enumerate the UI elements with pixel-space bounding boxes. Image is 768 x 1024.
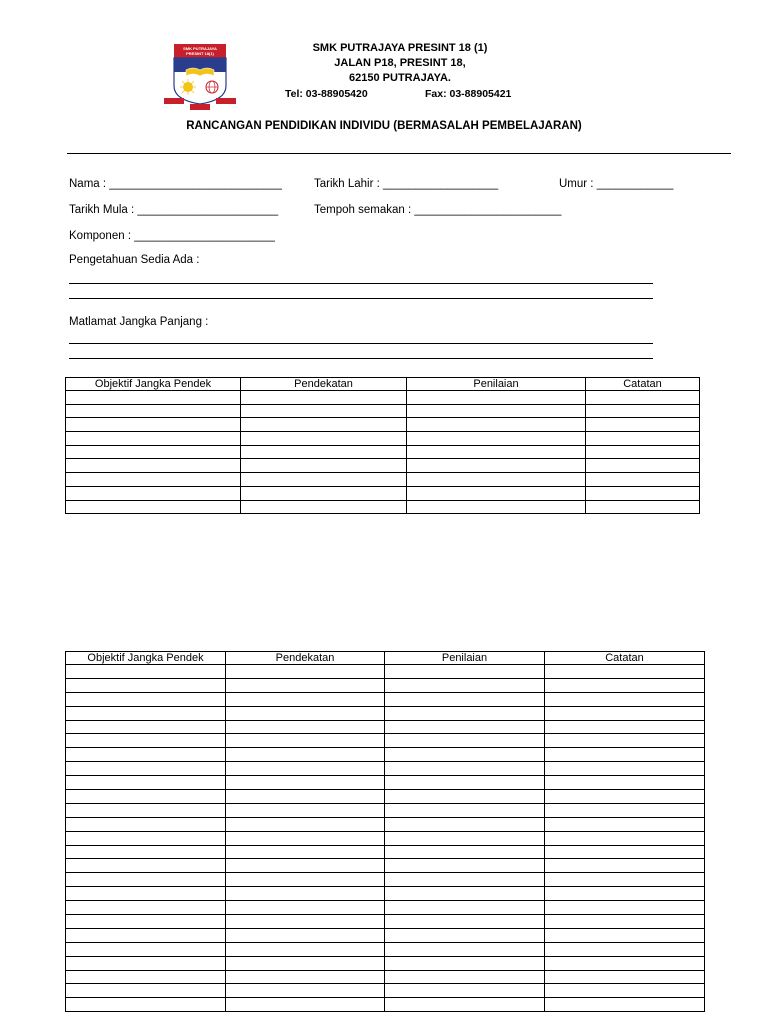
table-cell[interactable] bbox=[66, 678, 226, 692]
matlamat-line-2[interactable] bbox=[69, 358, 653, 359]
table-cell[interactable] bbox=[385, 720, 545, 734]
header-penilaian: Penilaian bbox=[407, 378, 586, 391]
table-row bbox=[66, 817, 705, 831]
table-cell[interactable] bbox=[385, 901, 545, 915]
table-row bbox=[66, 845, 705, 859]
table-cell[interactable] bbox=[385, 942, 545, 956]
header-objektif: Objektif Jangka Pendek bbox=[66, 652, 226, 665]
table-cell[interactable] bbox=[586, 459, 700, 473]
table-cell[interactable] bbox=[66, 418, 241, 432]
table-cell[interactable] bbox=[226, 928, 385, 942]
tempoh-semakan-field[interactable]: Tempoh semakan : _______________________ bbox=[314, 204, 562, 216]
header-catatan: Catatan bbox=[586, 378, 700, 391]
header-objektif: Objektif Jangka Pendek bbox=[66, 378, 241, 391]
table-cell[interactable] bbox=[66, 404, 241, 418]
table-row bbox=[66, 762, 705, 776]
table-cell[interactable] bbox=[226, 887, 385, 901]
table-cell[interactable] bbox=[545, 665, 705, 679]
table-cell[interactable] bbox=[545, 942, 705, 956]
table-cell[interactable] bbox=[545, 692, 705, 706]
table-cell[interactable] bbox=[545, 831, 705, 845]
header-divider bbox=[67, 153, 731, 154]
nama-field[interactable]: Nama : ___________________________ bbox=[69, 178, 282, 190]
table-cell[interactable] bbox=[226, 970, 385, 984]
table-cell[interactable] bbox=[385, 970, 545, 984]
table-cell[interactable] bbox=[385, 706, 545, 720]
table-cell[interactable] bbox=[545, 720, 705, 734]
table-cell[interactable] bbox=[226, 678, 385, 692]
school-fax: Fax: 03-88905421 bbox=[425, 88, 512, 100]
table-cell[interactable] bbox=[545, 928, 705, 942]
table-cell[interactable] bbox=[226, 762, 385, 776]
table-row bbox=[66, 692, 705, 706]
table-cell[interactable] bbox=[66, 817, 226, 831]
table-cell[interactable] bbox=[385, 692, 545, 706]
table-cell[interactable] bbox=[545, 901, 705, 915]
table-cell[interactable] bbox=[407, 418, 586, 432]
pengetahuan-line-2[interactable] bbox=[69, 298, 653, 299]
table-cell[interactable] bbox=[66, 942, 226, 956]
table-cell[interactable] bbox=[226, 831, 385, 845]
table-row bbox=[66, 720, 705, 734]
table-cell[interactable] bbox=[66, 776, 226, 790]
svg-text:PRESINT 18(1): PRESINT 18(1) bbox=[186, 51, 214, 56]
table-cell[interactable] bbox=[226, 998, 385, 1012]
table-cell[interactable] bbox=[241, 486, 407, 500]
table-cell[interactable] bbox=[545, 776, 705, 790]
table-cell[interactable] bbox=[407, 459, 586, 473]
table-row bbox=[66, 776, 705, 790]
table-cell[interactable] bbox=[545, 998, 705, 1012]
table-row bbox=[66, 970, 705, 984]
table-cell[interactable] bbox=[586, 445, 700, 459]
table-cell[interactable] bbox=[545, 803, 705, 817]
table-cell[interactable] bbox=[226, 803, 385, 817]
table-row bbox=[66, 901, 705, 915]
table-cell[interactable] bbox=[66, 734, 226, 748]
table-cell[interactable] bbox=[385, 678, 545, 692]
table-cell[interactable] bbox=[66, 998, 226, 1012]
table-cell[interactable] bbox=[241, 473, 407, 487]
table-cell[interactable] bbox=[226, 790, 385, 804]
table-row bbox=[66, 790, 705, 804]
table-cell[interactable] bbox=[586, 404, 700, 418]
table-cell[interactable] bbox=[545, 845, 705, 859]
table-cell[interactable] bbox=[66, 928, 226, 942]
school-name: SMK PUTRAJAYA PRESINT 18 (1) bbox=[312, 42, 488, 54]
table-cell[interactable] bbox=[586, 418, 700, 432]
matlamat-jangka-panjang-label: Matlamat Jangka Panjang : bbox=[69, 316, 209, 328]
table-cell[interactable] bbox=[226, 873, 385, 887]
table-cell[interactable] bbox=[66, 720, 226, 734]
table-row bbox=[66, 915, 705, 929]
table-cell[interactable] bbox=[407, 391, 586, 405]
header-pendekatan: Pendekatan bbox=[226, 652, 385, 665]
crest-text: SMK PUTRAJAYA bbox=[183, 46, 217, 51]
table-cell[interactable] bbox=[226, 665, 385, 679]
table-cell[interactable] bbox=[385, 984, 545, 998]
table-cell[interactable] bbox=[385, 887, 545, 901]
table-row bbox=[66, 748, 705, 762]
table-cell[interactable] bbox=[66, 984, 226, 998]
school-tel: Tel: 03-88905420 bbox=[285, 88, 368, 100]
table-row bbox=[66, 473, 700, 487]
table-cell[interactable] bbox=[66, 859, 226, 873]
table-cell[interactable] bbox=[66, 432, 241, 446]
table-cell[interactable] bbox=[226, 915, 385, 929]
table-cell[interactable] bbox=[66, 762, 226, 776]
table-cell[interactable] bbox=[385, 956, 545, 970]
table-cell[interactable] bbox=[66, 706, 226, 720]
table-cell[interactable] bbox=[545, 887, 705, 901]
table-cell[interactable] bbox=[226, 720, 385, 734]
table-cell[interactable] bbox=[545, 915, 705, 929]
table-cell[interactable] bbox=[407, 445, 586, 459]
table-row bbox=[66, 391, 700, 405]
table-cell[interactable] bbox=[385, 859, 545, 873]
table-cell[interactable] bbox=[586, 500, 700, 514]
school-crest bbox=[162, 42, 238, 112]
table-row bbox=[66, 859, 705, 873]
table-cell[interactable] bbox=[66, 486, 241, 500]
tarikh-mula-field[interactable]: Tarikh Mula : ______________________ bbox=[69, 204, 279, 216]
table-cell[interactable] bbox=[66, 790, 226, 804]
table-row bbox=[66, 418, 700, 432]
table-row bbox=[66, 873, 705, 887]
table-cell[interactable] bbox=[66, 748, 226, 762]
table-cell[interactable] bbox=[226, 845, 385, 859]
table-cell[interactable] bbox=[66, 665, 226, 679]
table-cell[interactable] bbox=[226, 748, 385, 762]
table-row bbox=[66, 984, 705, 998]
table-row bbox=[66, 459, 700, 473]
table-cell[interactable] bbox=[385, 817, 545, 831]
table-cell[interactable] bbox=[545, 859, 705, 873]
table-cell[interactable] bbox=[545, 748, 705, 762]
table-row bbox=[66, 734, 705, 748]
table-cell[interactable] bbox=[226, 859, 385, 873]
table-cell[interactable] bbox=[407, 432, 586, 446]
table-row bbox=[66, 831, 705, 845]
table-cell[interactable] bbox=[66, 970, 226, 984]
tarikh-lahir-field[interactable]: Tarikh Lahir : __________________ bbox=[314, 178, 499, 190]
table-cell[interactable] bbox=[66, 500, 241, 514]
pengetahuan-sedia-ada-label: Pengetahuan Sedia Ada : bbox=[69, 254, 200, 266]
table-cell[interactable] bbox=[385, 915, 545, 929]
komponen-field[interactable]: Komponen : ______________________ bbox=[69, 230, 275, 242]
table-cell[interactable] bbox=[385, 845, 545, 859]
table-cell[interactable] bbox=[66, 845, 226, 859]
objective-table-2 bbox=[65, 651, 705, 1012]
table-cell[interactable] bbox=[385, 734, 545, 748]
header-catatan: Catatan bbox=[545, 652, 705, 665]
table-cell[interactable] bbox=[586, 391, 700, 405]
table-row bbox=[66, 404, 700, 418]
form-title: RANCANGAN PENDIDIKAN INDIVIDU (BERMASALAH PEMBELAJARAN) bbox=[186, 120, 582, 132]
table-cell[interactable] bbox=[66, 459, 241, 473]
table-cell[interactable] bbox=[66, 873, 226, 887]
table-cell[interactable] bbox=[226, 817, 385, 831]
table-row bbox=[66, 706, 705, 720]
table-cell[interactable] bbox=[241, 500, 407, 514]
header-pendekatan: Pendekatan bbox=[241, 378, 407, 391]
table-cell[interactable] bbox=[545, 734, 705, 748]
table-cell[interactable] bbox=[226, 956, 385, 970]
table-cell[interactable] bbox=[66, 956, 226, 970]
table-row bbox=[66, 998, 705, 1012]
table-cell[interactable] bbox=[407, 473, 586, 487]
table-cell[interactable] bbox=[385, 998, 545, 1012]
table-row bbox=[66, 445, 700, 459]
table-cell[interactable] bbox=[385, 790, 545, 804]
table-row bbox=[66, 432, 700, 446]
table-cell[interactable] bbox=[66, 391, 241, 405]
table-cell[interactable] bbox=[226, 776, 385, 790]
table-cell[interactable] bbox=[66, 887, 226, 901]
table-cell[interactable] bbox=[385, 762, 545, 776]
table-cell[interactable] bbox=[545, 970, 705, 984]
table-row bbox=[66, 803, 705, 817]
school-address-line1: JALAN P18, PRESINT 18, bbox=[334, 57, 466, 69]
table-cell[interactable] bbox=[407, 500, 586, 514]
school-address-line2: 62150 PUTRAJAYA. bbox=[349, 72, 451, 84]
table-cell[interactable] bbox=[66, 803, 226, 817]
table-cell[interactable] bbox=[241, 445, 407, 459]
table-cell[interactable] bbox=[226, 692, 385, 706]
table-cell[interactable] bbox=[586, 486, 700, 500]
table-row bbox=[66, 500, 700, 514]
table-cell[interactable] bbox=[545, 790, 705, 804]
table-cell[interactable] bbox=[545, 678, 705, 692]
table-cell[interactable] bbox=[545, 706, 705, 720]
table-cell[interactable] bbox=[545, 873, 705, 887]
table-cell[interactable] bbox=[66, 831, 226, 845]
table-cell[interactable] bbox=[586, 432, 700, 446]
table-row bbox=[66, 665, 705, 679]
table-cell[interactable] bbox=[385, 831, 545, 845]
table-cell[interactable] bbox=[66, 445, 241, 459]
table-row bbox=[66, 887, 705, 901]
table-row bbox=[66, 486, 700, 500]
table-cell[interactable] bbox=[241, 459, 407, 473]
table-cell[interactable] bbox=[226, 734, 385, 748]
table-cell[interactable] bbox=[66, 473, 241, 487]
table-cell[interactable] bbox=[545, 984, 705, 998]
table-cell[interactable] bbox=[241, 432, 407, 446]
table-row bbox=[66, 942, 705, 956]
table-cell[interactable] bbox=[66, 915, 226, 929]
table-cell[interactable] bbox=[241, 404, 407, 418]
umur-field[interactable]: Umur : ____________ bbox=[559, 178, 674, 190]
table-cell[interactable] bbox=[545, 817, 705, 831]
table-cell[interactable] bbox=[407, 404, 586, 418]
table-cell[interactable] bbox=[586, 473, 700, 487]
table-cell[interactable] bbox=[385, 928, 545, 942]
table-cell[interactable] bbox=[226, 984, 385, 998]
objective-table-1 bbox=[65, 377, 700, 514]
table-cell[interactable] bbox=[385, 803, 545, 817]
table-row bbox=[66, 928, 705, 942]
table-cell[interactable] bbox=[385, 873, 545, 887]
table-cell[interactable] bbox=[385, 665, 545, 679]
table-cell[interactable] bbox=[385, 776, 545, 790]
table-cell[interactable] bbox=[226, 901, 385, 915]
header-penilaian: Penilaian bbox=[385, 652, 545, 665]
table-cell[interactable] bbox=[385, 748, 545, 762]
table-cell[interactable] bbox=[226, 942, 385, 956]
table-row bbox=[66, 678, 705, 692]
table-cell[interactable] bbox=[66, 901, 226, 915]
table-row bbox=[66, 956, 705, 970]
table-cell[interactable] bbox=[545, 762, 705, 776]
matlamat-line-1[interactable] bbox=[69, 343, 653, 344]
pengetahuan-line-1[interactable] bbox=[69, 283, 653, 284]
table-cell[interactable] bbox=[241, 418, 407, 432]
table-cell[interactable] bbox=[66, 692, 226, 706]
table-cell[interactable] bbox=[241, 391, 407, 405]
table-cell[interactable] bbox=[407, 486, 586, 500]
table-cell[interactable] bbox=[226, 706, 385, 720]
table-cell[interactable] bbox=[545, 956, 705, 970]
